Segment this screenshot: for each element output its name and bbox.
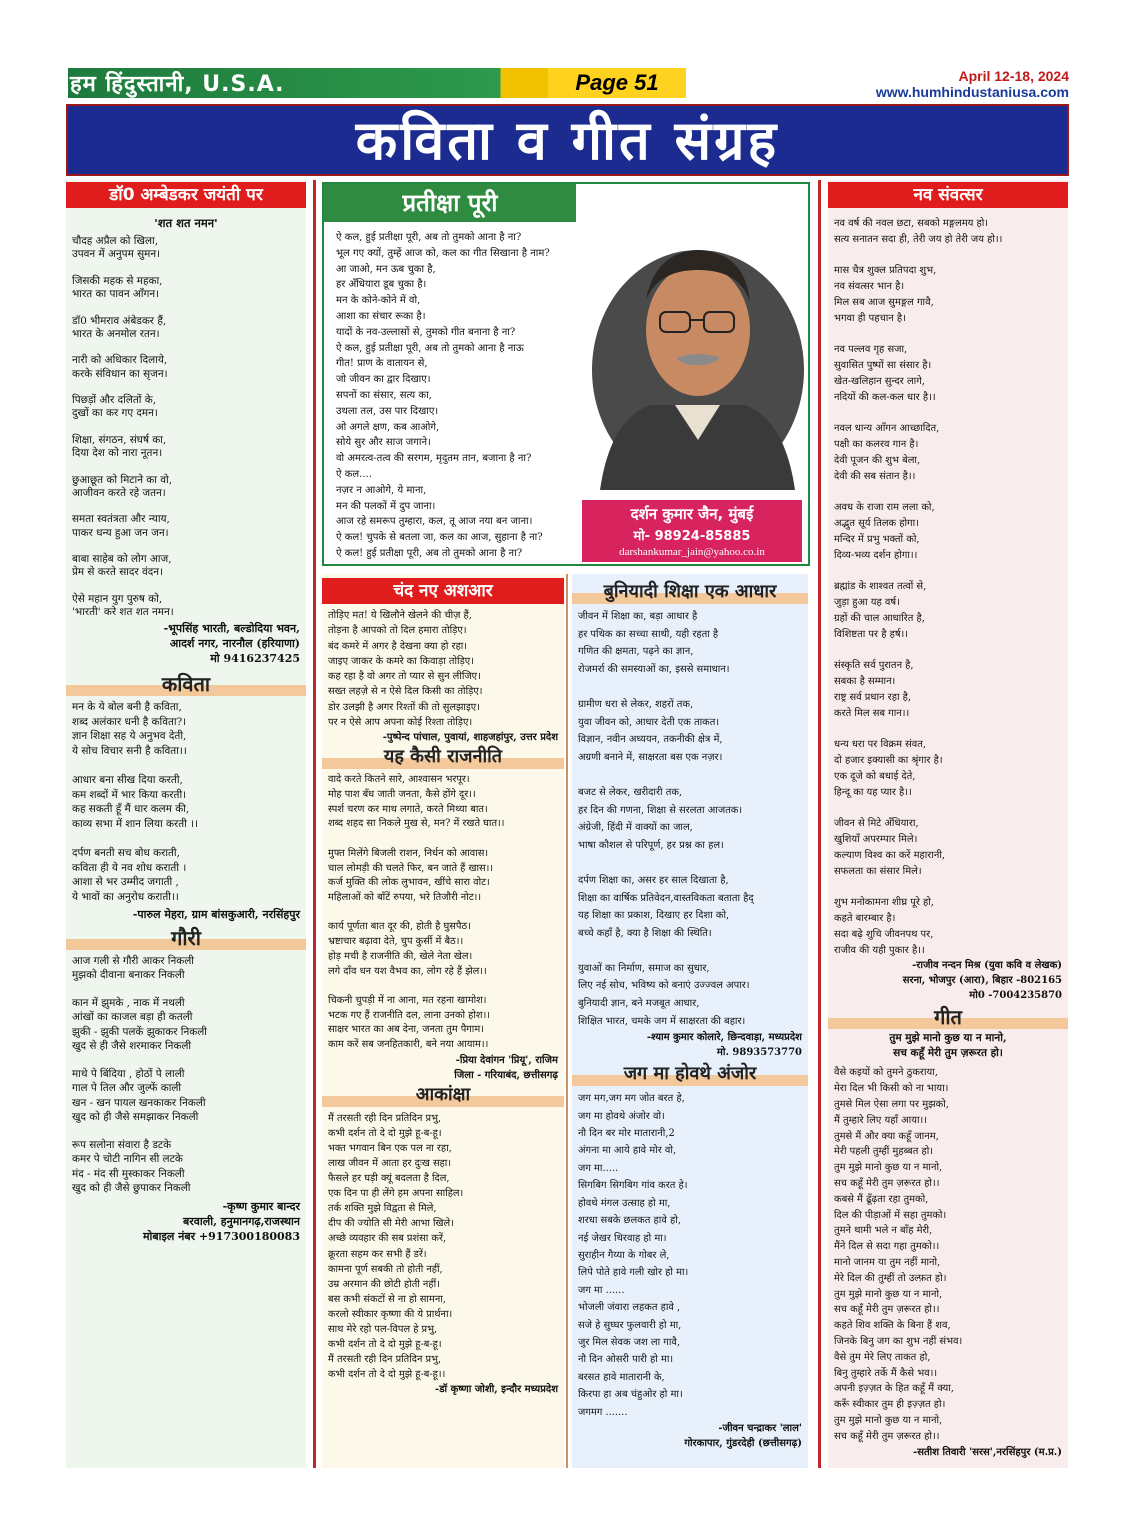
author-name: दर्शन कुमार जैन, मुंबई [630, 505, 754, 523]
author-phone: मो- 98924-85885 [633, 529, 751, 544]
poem-title: गौरी [66, 926, 306, 950]
page-number: Page 51 [548, 68, 686, 98]
poem-title: 'शत शत नमन' [154, 216, 218, 230]
feature-heading: प्रतीक्षा पूरी [324, 184, 576, 222]
poem-author: -डॉ कृष्णा जोशी, इन्दौर मध्यप्रदेश [435, 1384, 558, 1396]
poem-body: मैं तरसती रही दिन प्रतिदिन प्रभु, कभी दर्शन तो दे दो मुझे हू-ब-हू। भक्त भगवान बिन एक पल ना रहा, लाख जीवन में आता हर दुःख सहा। फैसले हर घड़ी क्यूं बदलता है दिल, एक दिन पा ही लेंगे हम अपना साहिल। तर्क शक्ति मुझे विद्वता से मिले, दीप की ज्योति सी मेरी आभा खिले। अच्छे व्यवहार की सब प्रशंसा करें, क्रूरता सहम कर सभी हैं डरें। कामना पूर्ण सबकी तो होती नहीं, उम्र अरमान की छोटी होती नहीं। बस कभी संकटों से ना हो सामना, करलो स्वीकार कृष्णा की ये प्रार्थना। साथ मेरे रहो पल-विपल हे प्रभु, कभी दर्शन तो दे दो मुझे हू-ब-हू। मैं तरसती रही दिन प्रतिदिन प्रभु, कभी दर्शन तो दे दो मुझे हू-ब-हू।। [328, 1112, 464, 1381]
column-divider [566, 574, 568, 1468]
section-heading: चंद नए अशआर [322, 578, 564, 604]
poem-author: -श्याम कुमार कोलारे, छिन्दवाड़ा, मध्यप्रदेश मो. 9893573770 [646, 1032, 802, 1059]
poem-body: वैसे कइयों को तुमने ठुकराया, मेरा दिल भी किसी को ना भाया। तुमसे मिल ऐसा लगा पर मुझको, मैं तुम्हारे लिए यहाँ आया।। तुमसे मैं और क्या कहूँ जानम, मेरी पहली तुम्हीं मुहब्बत हो। तुम मुझे मानो कुछ या न मानो, सच कहूँ मेरी तुम ज़रूरत हो।। कबसे मैं ढूँढ़ता रहा तुमको, दिल की पीड़ाओं में सहा तुमको। तुमने थामी भले न बाँह मेरी, मैंने दिल से सदा गहा तुमको।। मानो जानम या तुम नहीं मानो, मेरे दिल की तुम्हीं तो उल्फ़त हो। तुम मुझे मानो कुछ या न मानो, सच कहूँ मेरी तुम ज़रूरत हो।। कहते शिव शक्ति के बिना हैं शव, जिनके बिनु जग का शुभ नहीं संभव। वैसे तुम मेरे लिए ताकत हो, बिनु तुम्हारे तर्के मैं कैसे भव।। अपनी इज़्ज़त के हित कहूँ मैं क्या, करूँ स्वीकार तुम ही इज़्ज़त हो। तुम मुझे मानो कुछ या न मानो, सच कहूँ मेरी तुम ज़रूरत हो।। [834, 1067, 963, 1442]
poem-author: -जीवन चन्द्राकर 'लाल' गोरकापार, गुंडरदेही (छत्तीसगढ़) [684, 1422, 802, 1449]
column-4 [828, 182, 1068, 1468]
poem-author: -भूपसिंह भारती, बल्डोदिया भवन, आदर्श नगर, नारनौल (हरियाणा) मो 9416237425 [163, 622, 300, 666]
poem-title: जग मा होवथे अंजोर [572, 1062, 808, 1086]
website-link[interactable]: www.humhindustaniusa.com [875, 84, 1069, 100]
section-heading: डॉ0 अम्बेडकर जयंती पर [66, 182, 306, 208]
poem-author: -पुष्पेन्द पांचाल, पुवायां, शाहजहांपुर, उत्तर प्रदेश [382, 732, 558, 744]
issue-date: April 12-18, 2024 [958, 68, 1069, 84]
poem-title: यह कैसी राजनीति [322, 745, 564, 769]
feature-poem: ऐ कल, हुई प्रतीक्षा पूरी, अब तो तुमको आना है ना? भूल गए क्यों, तुम्हें आज को, कल का गीत सिखाना है नाम? आ जाओ, मन ऊब चुका है, हर अँधियारा डूब चुका है। मन के कोने-कोने में वो, आशा का संचार रूका है। यादों के नव-उल्लासों से, तुमको गीत बनाना है ना? ऐ कल, हुई प्रतीक्षा पूरी, अब तो तुमको आना है नाऊ गीत! प्राण के वातायन से, जो जीवन का द्वार दिखाए। सपनों का संसार, सत्य का, उथला तल, उस पार दिखाए। ओ अगले क्षण, कब आओगे, सोये सुर और साज जगाने। वो अमरत्व-तत्व की सरगम, मृदुतम तान, बजाना है ना? ऐ कल.... नज़र न आओगे, ये माना, मन की पलकों में दुप जाना। आज रहे समरूप तुम्हारा, कल, तू आज नया बन जाना। ऐ कल! चुपके से बतला जा, कल का आज, सुहाना है ना? ऐ कल! हुई प्रतीक्षा पूरी, अब तो तुमको आना है ना? [336, 232, 550, 559]
poem-body: आज गली से गौरी आकर निकली मुझको दीवाना बनाकर निकली कान में झुमके , नाक में नथली आंखों का काजल बड़ा ही कतली झुकी - झुकी पलकें झुकाकर निकली खुद से ही जैसे शरमाकर निकली माथे पे बिंदिया , होठों पे लाली गाल पे तिल और जुल्फें काली खन - खन पायल खनकाकर निकली खुद को ही जैसे समझाकर निकली रूप सलोना संवारा है डटके कमर पे चोटी नागिन सी लटके मंद - मंद सी मुस्काकर निकली खुद को ही जैसे छुपाकर निकली [72, 954, 207, 1194]
column-2 [322, 578, 564, 1468]
column-1 [66, 182, 306, 1468]
poem-body: नव वर्ष की नवल छटा, सबको मङ्गलमय हो। सत्य सनातन सदा ही, तेरी जय हो तेरी जय हो।। मास चैत्र शुक्ल प्रतिपदा शुभ, नव संवत्सर भान है। मिल सब आज सुमङ्गल गावै, भगवा ही पहचान है। नव पल्लव गृह सजा, सुवासित पुष्पों सा संसार है। खेत-खलिहान सुन्दर लागे, नदियों की कल-कल धार है।। नवल धान्य आँगन आच्छादित, पक्षी का कलरव गान है। देवी पूजन की शुभ बेला, देवी की सब संतान है।। अवध के राजा राम लला को, अद्भुत सूर्य तिलक होगा। मन्दिर में प्रभु भक्तों को, दिव्य-भव्य दर्शन होगा।। ब्रह्मांड के शाश्वत तत्वों से, जुड़ा हुआ यह वर्ष। ग्रहों की चाल आधारित है, विशिष्टता पर है हर्ष।। संस्कृति सर्व पुरातन है, सबका है सम्मान। राष्ट्र सर्व प्रधान रहा है, करते मिल सब गान।। धन्य धरा पर विक्रम संवत, दो हजार इक्यासी का श्रृंगार है। एक दूजे को बधाई देते, हिन्दू का यह प्यार है।। जीवन से मिटे अँधियारा, खुशियाँ अपरम्पार मिले। कल्याण विश्व का करें महारानी, सफलता का संसार मिले। शुभ मनोकामना शीघ्र पूरे हो, कहते बारम्बार है। सदा बढ़े शुचि जीवनपथ पर, राजीव की यही पुकार है।। [834, 218, 1003, 956]
brand-name: हम हिंदुस्तानी, U.S.A. [70, 72, 285, 97]
column-3 [572, 580, 808, 1468]
poem-author: -राजीव नन्दन मिश्र (युवा कवि व लेखक) सरना, भोजपुर (आरा), बिहार -802165 मो0 -7004235870 [902, 960, 1062, 1002]
section-heading: नव संवत्सर [828, 182, 1068, 208]
column-divider [313, 180, 316, 1468]
poem-subtitle: तुम मुझे मानो कुछ या न मानो, सच कहूँ मेरी तुम ज़रूरत हो। [889, 1032, 1007, 1060]
poem-title: गीत [828, 1005, 1068, 1029]
author-email[interactable]: darshankumar_jain@yahoo.co.in [619, 546, 765, 558]
column-divider [818, 180, 821, 1468]
poem-title: आकांक्षा [322, 1083, 564, 1107]
poem-body: मन के ये बोल बनी है कविता, शब्द अलंकार धनी है कविता?। ज्ञान शिक्षा सह ये अनुभव देती, ये सोच विचार सनी है कविता।। आधार बना सीख दिया करती, कम शब्दों में भार किया करती। कह सकती हूँ मैं धार कलम की, काव्य सभा में शान लिया करती ।। दर्पण बनती सच बोध कराती, कविता ही ये नव शोध कराती । आशा से भर उम्मीद जगाती , ये भावों का अनुरोध कराती।। [72, 701, 198, 903]
page-banner: कविता व गीत संग्रह [66, 104, 1069, 176]
poem-body: चौदह अप्रैल को खिला, उपवन में अनुपम सुमन। जिसकी महक से महका, भारत का पावन आँगन। डॉ0 भीमराव अंबेडकर हैं, भारत के अनमोल रतन। नारी को अधिकार दिलाये, करके संविधान का सृजन। पिछड़ों और दलितों के, दुखों का कर गए दमन। शिक्षा, संगठन, संघर्ष का, दिया देश को नारा नूतन। छुआछूत को मिटाने का वो, आजीवन करते रहे जतन। समता स्वतंत्रता और न्याय, पाकर धन्य हुआ जन जन। बाबा साहेब को लोग आज, प्रेम से करते सादर वंदन। ऐसे महान युग पुरुष को, 'भारती' करे शत शत नमन। [72, 235, 174, 618]
poem-body: वादे करते कितने सारे, आश्वासन भरपूर। मोह पाश बँध जाती जनता, कैसे होंगे दूर।। स्पर्श चरण कर माथ लगाते, करते मिथ्या बात। शब्द शहद सा निकले मुख से, मन? में रखते घात।। मुफ्त मिलेंगे बिजली राशन, निर्धन को आवास। चाल लोमड़ी की चलते फिर, बन जाते हैं खास।। कर्ज मुक्ति की लोक लुभावन, खींचे सारा वोट। महिलाओं को बाँटें रुपया, भरे तिजौरी नोट।। कार्य पूर्णता बात दूर की, होती है घुसपैठ। भ्रष्टाचार बढ़ावा देते, चुप कुर्सी में बैठ।। होड़ मची है राजनीति की, खेले नेता खेल। लगे दाँव धन यश वैभव का, लोग रहे हैं झेल।। चिकनी चुपड़ी में ना आना, मत रहना खामोश। भटक गए हैं राजनीति दल, लाना उनको होश।। साक्षर भारत का अब देना, जनता तुम पैगाम। काम करें सब जनहितकारी, बने नया आयाम।। [328, 774, 505, 1051]
poem-author: -कृष्ण कुमार बान्दर बरवाली, हनुमानगढ़,राजस्थान मोबाइल नंबर +917300180083 [142, 1200, 300, 1244]
poem-title: कविता [66, 672, 306, 696]
author-card [582, 500, 802, 562]
poem-body: जग मग,जग मग जोत बरत हे, जग मा होवथे अंजोर वो। नौ दिन बर मोर मातारानी,2 अंगना मा आये हावे मोर वो, जग मा..... सिगबिग सिगबिग गांव करत हे। होवथे मंगल उत्साह हो मा, शरधा सबके छलकत हावे हो, नई जेखर थिरवाह हो मा। सुराहीन गैय्या के गोबर ले, लिपे पोते हावे गली खोर हो मा। जग मा ...... भोजली जंवारा लहकत हावे , सजे हे सुघ्घर फुलवारी हो मा, जुर मिल सेवक जश ला गावै, नौ दिन ओसरी पारी हो मा। बरसत हावे मातारानी के, किरपा हा अब चंहुओर हो मा। जगमग ....... [578, 1093, 689, 1418]
poem-body: तोड़िए मत! ये खिलौने खेलने की चीज़ हैं, तोड़ना है आपको तो दिल हमारा तोड़िए। बंद कमरे में अगर है देखना क्या हो रहा। जाइए जाकर के कमरे का किवाड़ा तोड़िए। कह रहा है वो अगर तो प्यार से सुन लीजिए। सख्त लहज़े से न ऐसे दिल किसी का तोड़िए। डोर उलझी है अगर रिश्तों की तो सुलझाइए। पर न ऐसे आप अपना कोई रिश्ता तोड़िए। [328, 610, 483, 729]
poem-author: -सतीश तिवारी 'सरस',नरसिंहपुर (म.प्र.) [913, 1446, 1062, 1458]
author-photo [580, 190, 804, 498]
poem-author: -प्रिया देवांगन 'प्रियू', राजिम जिला - गरियाबंद, छत्तीसगढ़ [454, 1054, 558, 1081]
poem-author: -पारुल मेहरा, ग्राम बांसकुआरी, नरसिंहपुर [132, 907, 300, 921]
poem-body: जीवन में शिक्षा का, बड़ा आधार है हर पथिक का सच्चा साथी, यही रहता है गणित की क्षमता, पढ़ने का ज्ञान, रोजमर्रा की समस्याओं का, इससे समाधान। ग्रामीण धरा से लेकर, शहरों तक, युवा जीवन को, आधार देती एक ताकत। विज्ञान, नवीन अध्ययन, तकनीकी क्षेत्र में, अग्रणी बनाने में, साक्षरता बस एक नज़र। बजट से लेकर, खरीदारी तक, हर दिन की गणना, शिक्षा से सरलता आजतक। अंग्रेजी, हिंदी में वाक्यों का जाल, भाषा कौशल से परिपूर्ण, हर प्रश्न का हल। दर्पण शिक्षा का, असर हर साल दिखाता है, शिक्षा का वार्षिक प्रतिवेदन,वास्तविकता बताता हैद् यह शिक्षा का प्रकाश, दिखाए हर दिशा को, बच्चे कहाँ है, क्या है शिक्षा की स्थिति। युवाओं का निर्माण, समाज का सुधार, लिए नई सोच, भविष्य को बनाएं उज्ज्वल अपार। बुनियादी ज्ञान, बने मजबूत आधार, शिक्षित भारत, चमके जग में साक्षरता की बहार। [578, 611, 754, 1027]
section-heading: बुनियादी शिक्षा एक आधार [572, 580, 808, 604]
